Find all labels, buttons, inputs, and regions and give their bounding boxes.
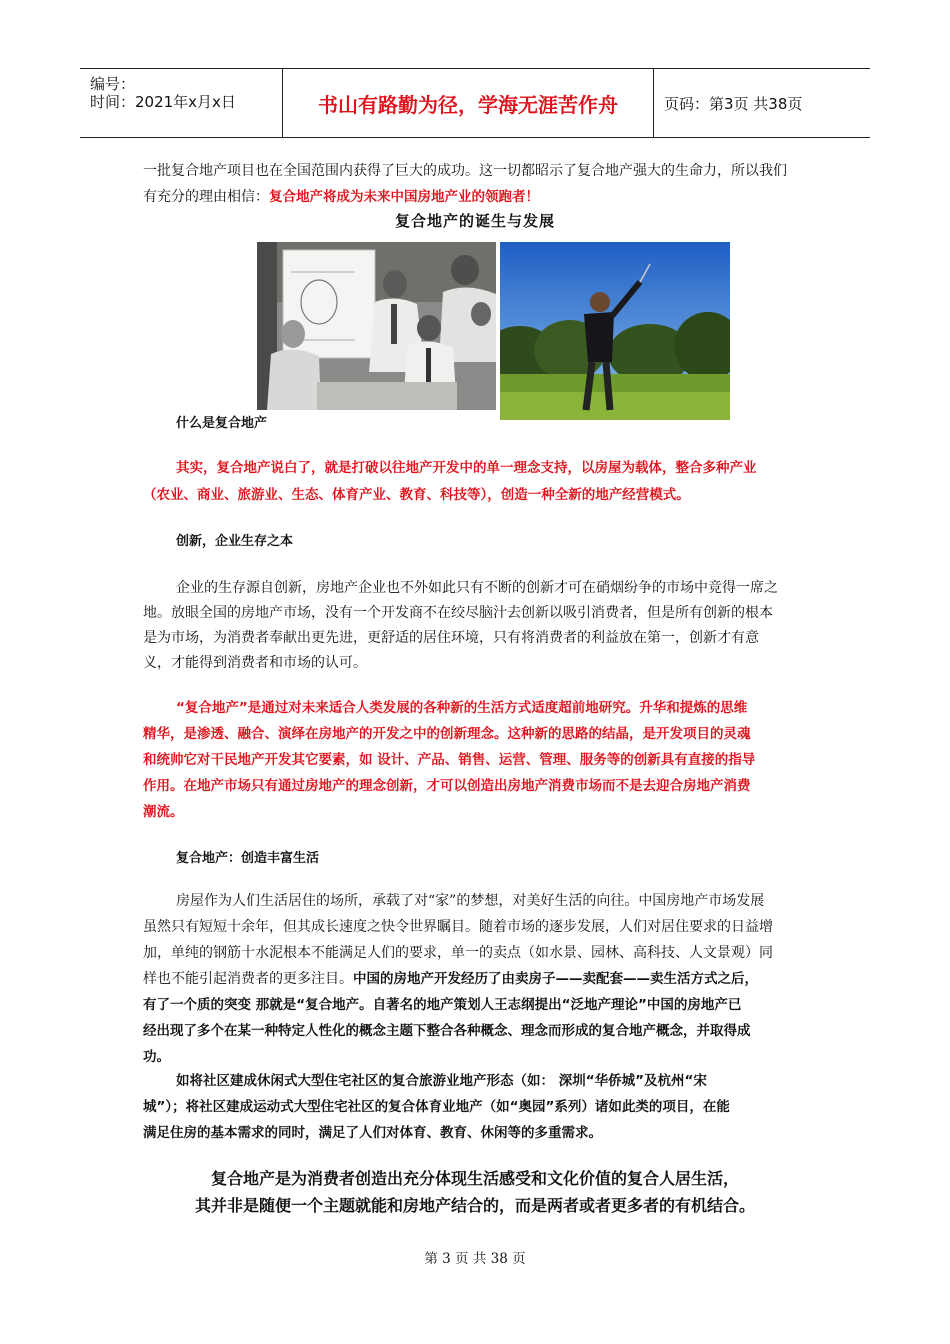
motto: 书山有路勤为径，学海无涯苦作舟 bbox=[318, 93, 618, 117]
definition-line-1: 其实，复合地产说白了，就是打破以往地产开发中的单一理念支持，以房屋为载体，整合多种产业 bbox=[176, 460, 757, 476]
closing-line-1: 复合地产是为消费者创造出充分体现生活感受和文化价值的复合人居生活， bbox=[210, 1169, 739, 1188]
golf-photo bbox=[500, 242, 730, 420]
rich-life-bold-line-3: 功。 bbox=[143, 1049, 170, 1065]
rich-life-line-4-plain: 样也不能引起消费者的更多注目。 bbox=[143, 971, 353, 987]
innovation-line-3: 是为市场，为消费者奉献出更先进，更舒适的居住环境，只有将消费者的利益放在第一，创新才有意 bbox=[143, 630, 759, 646]
page-header bbox=[80, 68, 870, 138]
concept-line-2: 精华，是渗透、融合、演绎在房地产的开发之中的创新理念。这种新的思路的结晶，是开发项目的灵魂 bbox=[143, 726, 751, 742]
page-footer: 第 3 页 共 38 页 bbox=[424, 1251, 526, 1267]
what-is-heading: 什么是复合地产 bbox=[176, 416, 268, 431]
rich-life-line-3: 加，单纯的钢筋十水泥根本不能满足人们的要求，单一的卖点（如水景、园林、高科技、人文景观）同 bbox=[143, 945, 773, 961]
concept-line-5: 潮流。 bbox=[143, 804, 184, 820]
innovation-line-2: 地。放眼全国的房地产市场，没有一个开发商不在绞尽脑汁去创新以吸引消费者，但是所有创新的根本 bbox=[143, 605, 773, 621]
concept-line-1: “复合地产”是通过对未来适合人类发展的各种新的生活方式适度超前地研究。升华和提炼的思维 bbox=[176, 700, 748, 716]
innovation-line-1: 企业的生存源自创新，房地产企业也不外如此只有不断的创新才可在硝烟纷争的市场中竞得一席之 bbox=[176, 580, 778, 596]
examples-line-2: 城”）；将社区建成运动式大型住宅社区的复合体育业地产（如“奥园”系列）诸如此类的项目，在能 bbox=[143, 1099, 730, 1115]
examples-line-1: 如将社区建成休闲式大型住宅社区的复合旅游业地产形态（如： 深圳“华侨城”及杭州“宋 bbox=[176, 1073, 707, 1089]
rich-life-bold-tail: 中国的房地产开发经历了由卖房子——卖配套——卖生活方式之后， bbox=[353, 971, 758, 987]
definition-line-2: （农业、商业、旅游业、生态、体育产业、教育、科技等），创造一种全新的地产经营模式。 bbox=[143, 487, 690, 503]
rich-life-bold-line-2: 经出现了多个在某一种特定人性化的概念主题下整合各种概念、理念而形成的复合地产概念，并取得成 bbox=[143, 1023, 751, 1039]
closing-line-2: 其并非是随便一个主题就能和房地产结合的，而是两者或者更多者的有机结合。 bbox=[194, 1196, 755, 1215]
document-number: 编号： bbox=[90, 75, 136, 93]
rich-life-heading: 复合地产：创造丰富生活 bbox=[176, 851, 320, 866]
innovation-line-4: 义，才能得到消费者和市场的认可。 bbox=[143, 655, 367, 671]
innovation-heading: 创新，企业生存之本 bbox=[176, 534, 294, 549]
header-motto-cell bbox=[283, 69, 654, 137]
examples-line-3: 满足住房的基本需求的同时，满足了人们对体育、教育、休闲等的多重需求。 bbox=[143, 1125, 602, 1141]
intro-prefix: 有充分的理由相信： bbox=[143, 189, 269, 205]
header-info-cell bbox=[80, 69, 283, 137]
page-number: 页码：第3页 共38页 bbox=[664, 95, 803, 113]
intro-line-2 bbox=[143, 184, 813, 210]
section-title: 复合地产的诞生与发展 bbox=[394, 212, 555, 230]
concept-line-4: 作用。在地产市场只有通过房地产的理念创新，才可以创造出房地产消费市场而不是去迎合房地产消费 bbox=[143, 778, 751, 794]
rich-life-line-2: 虽然只有短短十余年，但其成长速度之快令世界瞩目。随着市场的逐步发展，人们对居住要求的日益增 bbox=[143, 919, 773, 935]
header-page-cell bbox=[654, 69, 870, 137]
intro-emphasis: 复合地产将成为未来中国房地产业的领跑者！ bbox=[269, 189, 539, 205]
rich-life-line-1: 房屋作为人们生活居住的场所，承载了对“家”的梦想，对美好生活的向往。中国房地产市场发展 bbox=[176, 893, 765, 909]
rich-life-line-4 bbox=[143, 966, 813, 992]
meeting-photo bbox=[257, 242, 496, 410]
document-date: 时间：2021年x月x日 bbox=[90, 93, 236, 111]
rich-life-bold-line-1: 有了一个质的突变 那就是“复合地产。自著名的地产策划人王志纲提出“泛地产理论”中国的房地产已 bbox=[143, 997, 742, 1013]
concept-line-3: 和统帅它对干民地产开发其它要素，如 设计、产品、销售、运营、管理、服务等的创新具有直接的指导 bbox=[143, 752, 756, 768]
intro-line-1: 一批复合地产项目也在全国范围内获得了巨大的成功。这一切都昭示了复合地产强大的生命力，所以我们 bbox=[143, 163, 787, 179]
